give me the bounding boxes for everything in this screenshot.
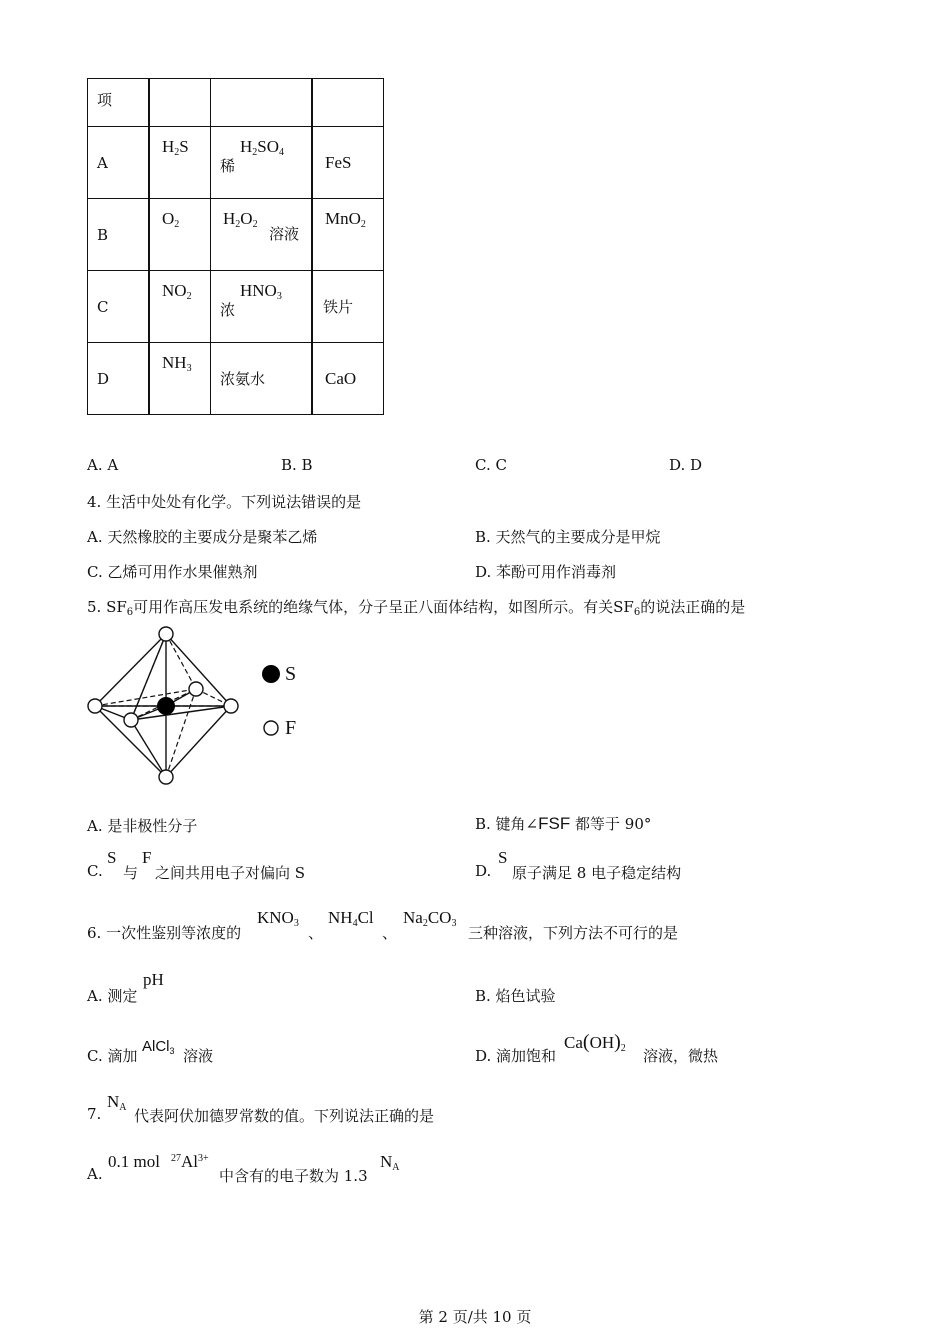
gas-formula: $NH_3$ — [162, 353, 192, 374]
q5-option-b-formula: FSF — [538, 814, 571, 833]
f-atom-bottom — [159, 770, 173, 784]
solid-name: CaO — [325, 368, 357, 388]
q4-stem: 4. 生活中处处有化学。下列说法错误的是 — [87, 493, 362, 511]
f-atom-back — [189, 682, 203, 696]
reagent-formula: $H_2SO_4$ — [240, 137, 285, 158]
q6-option-d[interactable] — [475, 1031, 835, 1065]
q5-option-c-prefix: C. — [87, 862, 103, 880]
q6-option-c-end: 溶液 — [183, 1047, 214, 1065]
gas-formula: $NO_2$ — [162, 281, 192, 302]
q7-stem-end: 代表阿伏加德罗常数的值。下列说法正确的是 — [134, 1107, 435, 1125]
page-footer: 第 2 页/共 10 页 — [418, 1308, 532, 1326]
q5-option-d-s: S — [498, 848, 508, 867]
q4-option-a[interactable]: A. 天然橡胶的主要成分是聚苯乙烯 — [87, 528, 318, 546]
q6-option-d-end: 溶液，微热 — [643, 1047, 719, 1065]
table-header-row — [88, 79, 384, 127]
q6-option-b[interactable]: B. 焰色试验 — [475, 987, 556, 1005]
q6-option-c-formula: AlCl$_3$ — [142, 1038, 175, 1056]
q4-option-d[interactable]: D. 苯酚可用作消毒剂 — [475, 563, 617, 581]
q7-option-a-charge: 3+ — [198, 1153, 209, 1164]
q7-na-symbol — [107, 1092, 127, 1113]
q5-option-c-end: 之间共用电子对偏向 S — [155, 864, 306, 882]
gas-cell — [149, 127, 211, 199]
q3-option-a[interactable]: A. A — [87, 456, 119, 474]
gas-cell — [149, 343, 211, 415]
row-id-cell — [88, 127, 150, 199]
reagent-cell — [211, 199, 313, 271]
q6-formula-kno3: $KNO_3$ — [257, 908, 299, 929]
q3-option-b[interactable]: B. B — [281, 456, 313, 474]
q6-option-c-text: C. 滴加 — [87, 1047, 138, 1065]
q5-option-b-prefix: B. 键角∠ — [475, 815, 539, 833]
q5-option-a[interactable]: A. 是非极性分子 — [87, 817, 198, 835]
q6-separator: 、 — [308, 924, 324, 942]
table-cell — [211, 79, 313, 127]
reagent-cell — [211, 343, 313, 415]
reagent-prefix: 稀 — [220, 157, 236, 175]
solid-edge — [95, 634, 166, 706]
q6-formula-na2co3: $Na_2CO_3$ — [403, 908, 457, 929]
table-row — [88, 199, 384, 271]
f-atom-left — [88, 699, 102, 713]
q6-option-a-text: A. 测定 — [87, 987, 138, 1005]
reagent-formula: $HNO_3$ — [240, 281, 282, 302]
q7-stem — [87, 1092, 587, 1126]
q5-stem-end: 的说法正确的是 — [640, 598, 746, 616]
q6-separator: 、 — [382, 924, 398, 942]
q7-option-a-na-sub: A — [392, 1162, 400, 1173]
legend-s-label: S — [285, 663, 297, 685]
gas-cell — [149, 271, 211, 343]
q6-option-c[interactable] — [87, 1031, 447, 1065]
q7-option-a[interactable] — [87, 1150, 587, 1184]
table-cell — [312, 79, 384, 127]
table-row — [88, 127, 384, 199]
q5-option-c-mid: 与 — [123, 864, 139, 882]
q6-option-a[interactable] — [87, 970, 387, 1004]
row-id-cell — [88, 271, 150, 343]
row-id: C — [97, 297, 109, 316]
q5-option-c[interactable] — [87, 848, 467, 882]
q6-stem-prefix: 6. 一次性鉴别等浓度的 — [87, 924, 242, 942]
reagent-suffix: 溶液 — [269, 225, 300, 243]
solid-cell — [312, 199, 384, 271]
q5-stem — [87, 596, 745, 618]
row-id-cell — [88, 343, 150, 415]
q5-option-d-end: 原子满足 8 电子稳定结构 — [512, 864, 682, 882]
legend-f-dot — [264, 721, 278, 735]
q5-option-b[interactable] — [475, 813, 651, 834]
reagent-cell — [211, 127, 313, 199]
q7-option-a-mid: 中含有的电子数为 1.3 — [219, 1167, 368, 1185]
q7-option-a-ion-symbol: Al — [181, 1152, 198, 1171]
gas-cell — [149, 199, 211, 271]
row-id-cell — [88, 199, 150, 271]
q5-stem-sub2: 6 — [633, 607, 641, 618]
f-atom-front — [124, 713, 138, 727]
row-id: D — [97, 369, 110, 388]
solid-edge — [166, 706, 231, 777]
q6-option-a-formula: pH — [143, 970, 164, 989]
q7-option-a-prefix: A. — [87, 1165, 103, 1183]
reagent-prefix: 浓 — [220, 301, 236, 319]
q5-option-b-suffix: 都等于 90° — [575, 815, 652, 833]
reagent-table — [87, 78, 384, 415]
q5-stem-sub: 6 — [126, 607, 134, 618]
q6-formula-nh4cl: $NH_4Cl$ — [328, 908, 374, 929]
q5-option-d[interactable] — [475, 848, 855, 882]
q5-stem-mid: 可用作高压发电系统的绝缘气体，分子呈正八面体结构，如图所示。有关SF — [133, 598, 634, 616]
table-header-cell — [88, 79, 150, 127]
sf6-octahedron-figure — [80, 622, 340, 792]
q7-option-a-mass: 27 — [171, 1153, 181, 1164]
q7-option-a-amount: 0.1 mol — [108, 1152, 160, 1171]
q5-option-d-prefix: D. — [475, 862, 492, 880]
solid-cell — [312, 127, 384, 199]
legend-f-label: F — [285, 717, 297, 739]
row-id: A — [97, 153, 108, 172]
header-label: 项 — [97, 91, 113, 109]
q7-na-letter: N — [107, 1092, 120, 1111]
q6-stem — [87, 906, 847, 940]
row-id: B — [97, 225, 109, 244]
solid-cell — [312, 271, 384, 343]
q7-number: 7. — [87, 1105, 102, 1123]
table-cell — [149, 79, 211, 127]
gas-formula: $O_2$ — [162, 209, 180, 230]
q3-option-d[interactable]: D. D — [669, 456, 703, 474]
q3-option-c[interactable]: C. C — [475, 456, 507, 474]
reagent-cell — [211, 271, 313, 343]
q6-option-d-formula: $Ca(OH)_2$ — [564, 1031, 626, 1054]
q5-stem-prefix: 5. SF — [87, 598, 127, 616]
solid-name: FeS — [325, 152, 352, 172]
q7-option-a-na-letter: N — [380, 1152, 393, 1171]
q4-option-c[interactable]: C. 乙烯可用作水果催熟剂 — [87, 563, 258, 581]
f-atom-top — [159, 627, 173, 641]
q4-option-b[interactable]: B. 天然气的主要成分是甲烷 — [475, 528, 661, 546]
q7-option-a-ion — [171, 1152, 209, 1172]
q6-stem-end: 三种溶液，下列方法不可行的是 — [468, 924, 679, 942]
q5-option-c-f: F — [142, 848, 152, 867]
q5-option-c-s: S — [107, 848, 117, 867]
q6-option-d-text: D. 滴加饱和 — [475, 1047, 557, 1065]
gas-formula: $H_2S$ — [162, 137, 189, 158]
table-row — [88, 343, 384, 415]
q7-na-sub: A — [119, 1102, 127, 1113]
q7-option-a-na — [380, 1152, 400, 1173]
legend-s-dot — [262, 665, 280, 683]
table-row — [88, 271, 384, 343]
solid-cell — [312, 343, 384, 415]
s-atom-center — [157, 697, 175, 715]
reagent-formula: $H_2O_2$ — [223, 209, 258, 230]
reagent-name: 浓氨水 — [220, 370, 266, 388]
solid-name: 铁片 — [323, 298, 354, 316]
f-atom-right — [224, 699, 238, 713]
solid-edge — [131, 720, 166, 777]
solid-formula: MnO$_2$ — [325, 209, 366, 230]
